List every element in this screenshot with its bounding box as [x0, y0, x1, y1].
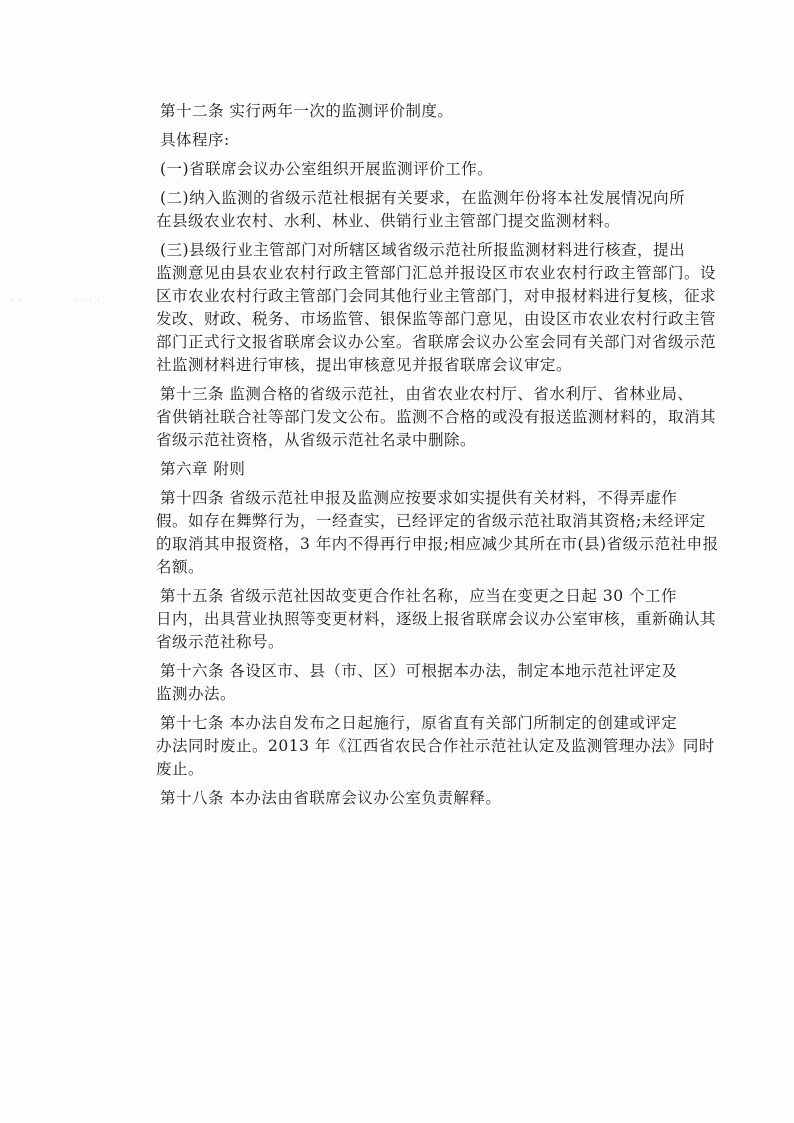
text-line: 省供销社联合社等部门发文公布。监测不合格的或没有报送监测材料的，取消其 — [156, 408, 717, 426]
text-line: 省级示范社资格，从省级示范社名录中删除。 — [156, 431, 477, 449]
article-12 — [160, 100, 720, 123]
text-line: 第十八条 本办法由省联席会议办公室负责解释。 — [160, 789, 502, 807]
article-13 — [156, 383, 720, 452]
text-line: 区市农业农村行政主管部门会同其他行业主管部门，对申报材料进行复核，征求 — [156, 287, 717, 305]
scan-speck: · · · · — [74, 298, 102, 305]
text-line: 第十四条 省级示范社申报及监测应按要求如实提供有关材料，不得弄虚作 — [160, 489, 678, 507]
text-line: 办法同时废止。2013 年《江西省农民合作社示范社认定及监测管理办法》同时 — [156, 737, 715, 755]
text-line: 第六章 附则 — [160, 460, 246, 478]
text-line: 名额。 — [156, 558, 205, 576]
procedure-heading — [160, 129, 720, 152]
text-line: 省级示范社称号。 — [156, 633, 285, 651]
scan-speck: · · — [12, 298, 24, 305]
chapter-6-heading — [160, 458, 720, 481]
procedure-step-1 — [160, 158, 720, 181]
article-18 — [160, 787, 720, 810]
text-line: (一)省联席会议办公室组织开展监测评价工作。 — [160, 160, 494, 178]
text-line: 第十三条 监测合格的省级示范社，由省农业农村厅、省水利厅、省林业局、 — [160, 385, 694, 403]
article-16 — [156, 660, 720, 706]
text-line: 废止。 — [156, 760, 205, 778]
text-line: 假。如存在舞弊行为，一经查实，已经评定的省级示范社取消其资格;未经评定 — [156, 512, 706, 530]
article-17 — [156, 712, 720, 781]
text-line: 的取消其申报资格，3 年内不得再行申报;相应减少其所在市(县)省级示范社申报 — [156, 535, 719, 553]
procedure-step-2 — [156, 187, 720, 233]
article-15 — [156, 585, 720, 654]
procedure-step-3 — [156, 239, 720, 377]
document-body — [156, 100, 720, 810]
text-line: 在县级农业农村、水利、林业、供销行业主管部门提交监测材料。 — [156, 212, 621, 230]
text-line: (三)县级行业主管部门对所辖区域省级示范社所报监测材料进行核查，提出 — [160, 241, 686, 259]
article-14 — [156, 487, 720, 579]
text-line: 发改、财政、税务、市场监管、银保监等部门意见，由设区市农业农村行政主管 — [156, 310, 717, 328]
text-line: 第十六条 各设区市、县（市、区）可根据本办法，制定本地示范社评定及 — [160, 662, 678, 680]
text-line: 部门正式行文报省联席会议办公室。省联席会议办公室会同有关部门对省级示范 — [156, 333, 717, 351]
text-line: (二)纳入监测的省级示范社根据有关要求，在监测年份将本社发展情况向所 — [160, 189, 686, 207]
text-line: 监测意见由县农业农村行政主管部门汇总并报设区市农业农村行政主管部门。设 — [156, 264, 717, 282]
text-line: 日内，出具营业执照等变更材料，逐级上报省联席会议办公室审核，重新确认其 — [156, 610, 717, 628]
text-line: 第十七条 本办法自发布之日起施行，原省直有关部门所制定的创建或评定 — [160, 714, 678, 732]
text-line: 具体程序: — [160, 131, 230, 149]
text-line: 监测办法。 — [156, 685, 237, 703]
text-line: 第十二条 实行两年一次的监测评价制度。 — [160, 102, 454, 120]
text-line: 第十五条 省级示范社因故变更合作社名称，应当在变更之日起 30 个工作 — [160, 587, 678, 605]
text-line: 社监测材料进行审核，提出审核意见并报省联席会议审定。 — [156, 356, 573, 374]
